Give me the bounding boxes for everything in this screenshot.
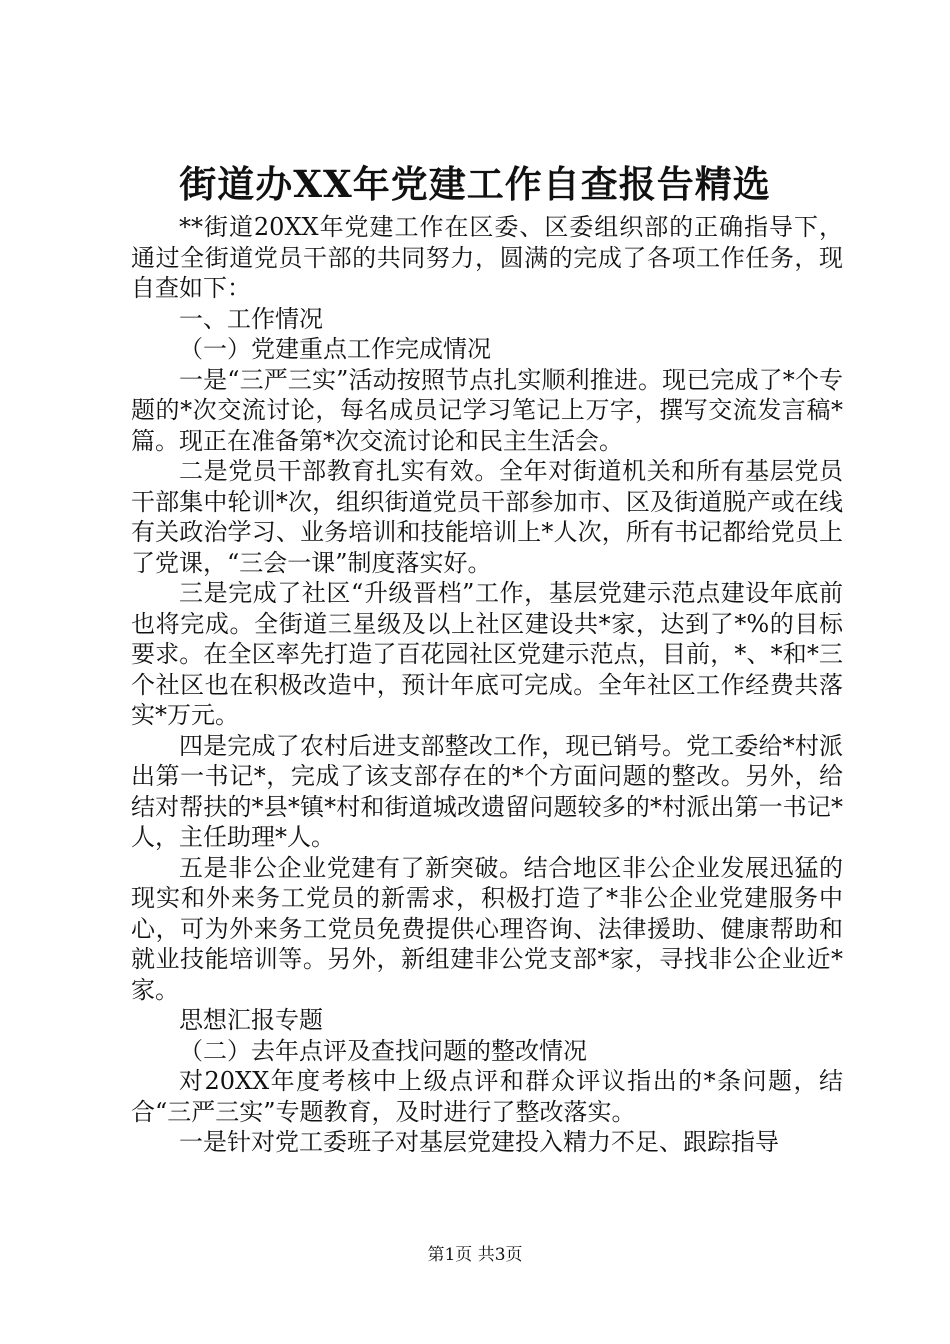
intro-paragraph: **街道20XX年党建工作在区委、区委组织部的正确指导下，通过全街道党员干部的共同努力，圆满的完成了各项工作任务，现自查如下： [131, 213, 843, 302]
document-body [131, 212, 843, 1158]
paragraph-item-4: 四是完成了农村后进支部整改工作，现已销号。党工委给*村派出第一书记*，完成了该支部存在的*个方面问题的整改。另外，给结对帮扶的*县*镇*村和街道城改遗留问题较多的*村派出第一书记*人，主任助理*人。 [131, 731, 843, 851]
inserted-label: 思想汇报专题 [179, 1006, 323, 1034]
document-title: 街道办XX年党建工作自查报告精选 [179, 162, 771, 206]
paragraph-item-1: 一是“三严三实”活动按照节点扎实顺利推进。现已完成了*个专题的*次交流讨论，每名成员记学习笔记上万字，撰写交流发言稿*篇。现正在准备第*次交流讨论和民主生活会。 [131, 365, 843, 455]
section-heading-work-status: 一、工作情况 [179, 304, 323, 333]
subsection-heading-key-work: （一）党建重点工作完成情况 [179, 335, 491, 363]
page-footer: 第1页 共3页 [427, 1245, 523, 1265]
paragraph-item-5: 五是非公企业党建有了新突破。结合地区非公企业发展迅猛的现实和外来务工党员的新需求，积极打造了*非公企业党建服务中心，可为外来务工党员免费提供心理咨询、法律援助、健康帮助和就业技能培训等。另外，新组建非公党支部*家，寻找非公企业近*家。 [131, 853, 843, 1004]
paragraph-item-3: 三是完成了社区“升级晋档”工作，基层党建示范点建设年底前也将完成。全街道三星级及以上社区建设共*家，达到了*%的目标要求。在全区率先打造了百花园社区党建示范点，目前，*、*和*三个社区也在积极改造中，预计年底可完成。全年社区工作经费共落实*万元。 [131, 579, 843, 729]
paragraph-rectification-item-1: 一是针对党工委班子对基层党建投入精力不足、跟踪指导 [179, 1128, 779, 1156]
paragraph-item-2: 二是党员干部教育扎实有效。全年对街道机关和所有基层党员干部集中轮训*次，组织街道党员干部参加市、区及街道脱产或在线有关政治学习、业务培训和技能培训上*人次，所有书记都给党员上了党课，“三会一课”制度落实好。 [131, 457, 843, 577]
subsection-heading-rectification: （二）去年点评及查找问题的整改情况 [179, 1036, 587, 1065]
paragraph-rectification-intro: 对20XX年度考核中上级点评和群众评议指出的*条问题，结合“三严三实”专题教育，及时进行了整改落实。 [131, 1067, 843, 1126]
